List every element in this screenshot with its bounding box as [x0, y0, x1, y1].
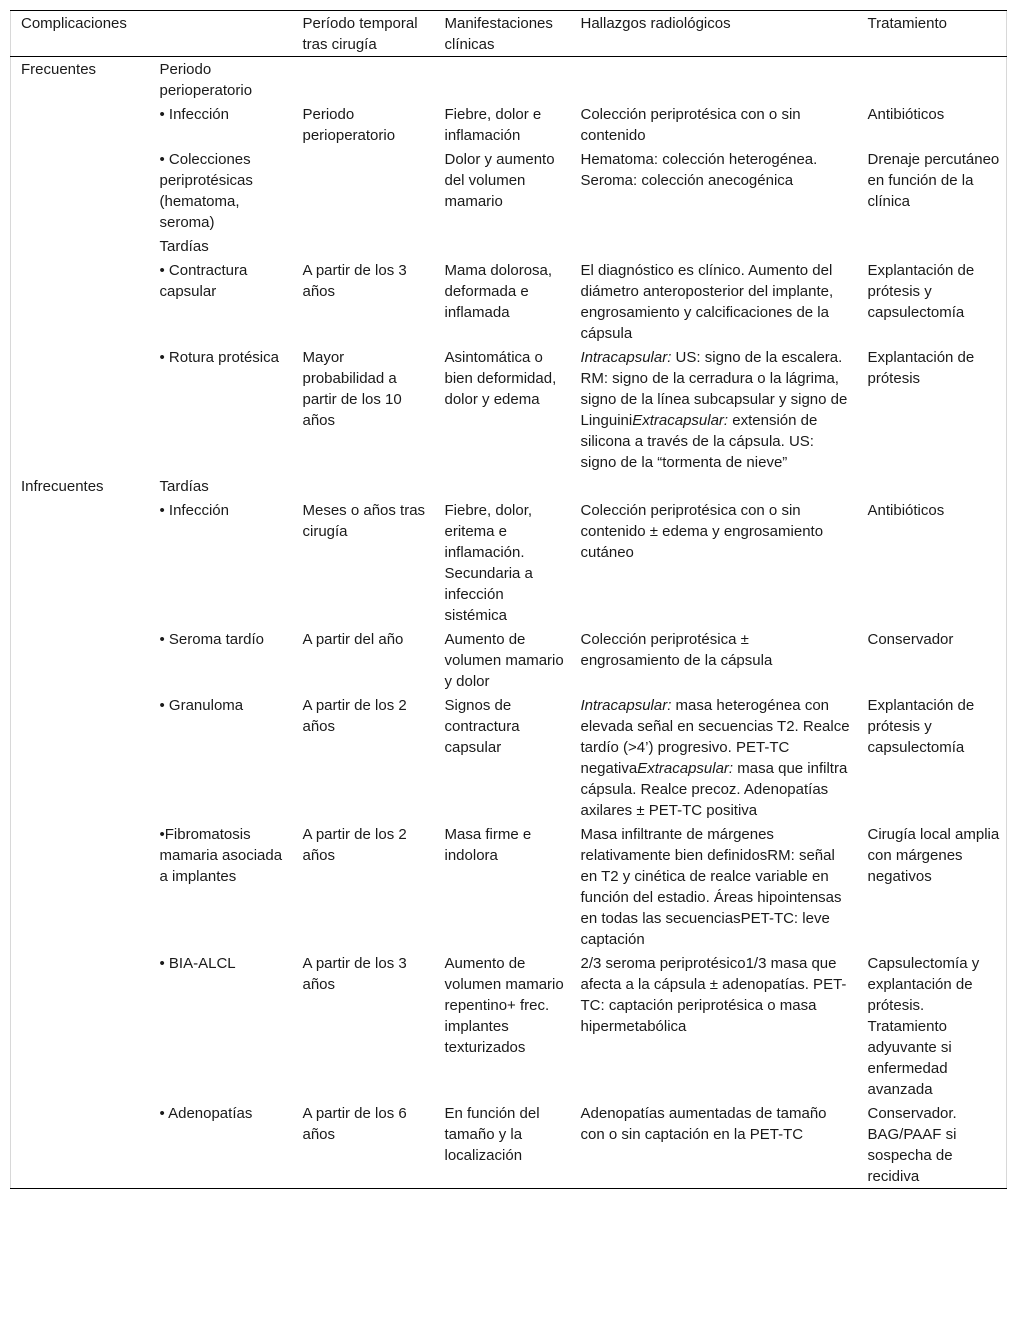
radiology-segment: Intracapsular: — [580, 697, 672, 714]
table-row — [11, 258, 1007, 345]
manifestations-cell: Signos de contractura capsular — [444, 697, 520, 756]
item-cell: Periodo perioperatorio — [159, 61, 253, 99]
period-cell: Meses o años tras cirugía — [302, 502, 426, 540]
treatment-cell — [858, 57, 1007, 103]
radiology-segment: Colección periprotésica con o sin contenido ± edema y engrosamiento cutáneo — [580, 502, 824, 561]
radiology-cell — [571, 822, 858, 951]
radiology-segment: masa que infiltra cápsula. Realce precoz. Adenopatías axilares ± PET-TC positiva — [580, 760, 848, 819]
period-cell: Periodo perioperatorio — [302, 106, 396, 144]
group-cell: Frecuentes — [21, 61, 97, 78]
radiology-segment: US: signo de la escalera. RM: signo de la cerradura o la lágrima, signo de la línea subcapsular y signo de Linguini — [580, 349, 848, 429]
table-row — [11, 951, 1007, 1101]
header-period: Período temporal tras cirugía — [302, 15, 418, 53]
treatment-cell — [858, 234, 1007, 258]
group-cell — [11, 498, 150, 627]
table-row — [11, 627, 1007, 693]
item-cell: • Adenopatías — [159, 1105, 253, 1122]
table-row — [11, 57, 1007, 103]
radiology-cell — [571, 258, 858, 345]
period-cell — [293, 474, 435, 498]
period-cell — [293, 57, 435, 103]
group-cell — [11, 102, 150, 147]
radiology-segment: masa heterogénea con elevada señal en secuencias T2. Realce tardío (>4’) progresivo. PET-TC negativa — [580, 697, 850, 777]
radiology-cell — [571, 474, 858, 498]
period-cell: A partir de los 3 años — [302, 955, 407, 993]
radiology-cell — [571, 951, 858, 1101]
period-cell: A partir de los 3 años — [302, 262, 407, 300]
header-subitem — [150, 11, 293, 57]
item-cell: • Granuloma — [159, 697, 244, 714]
radiology-cell — [571, 1101, 858, 1189]
radiology-cell — [571, 693, 858, 822]
treatment-cell: Antibióticos — [867, 106, 945, 123]
item-cell: • Colecciones periprotésicas (hematoma, seroma) — [159, 151, 253, 231]
group-cell — [11, 822, 150, 951]
table-row — [11, 1101, 1007, 1189]
table-row — [11, 345, 1007, 474]
manifestations-cell: Masa firme e indolora — [444, 826, 532, 864]
table-header — [11, 11, 1007, 57]
item-cell: • Infección — [159, 502, 229, 519]
radiology-segment: Masa infiltrante de márgenes relativamente bien definidosRM: señal en T2 y cinética de realce variable en función del estadio. Áreas hipointensas en todas las secuenciasPET-TC: leve captación — [580, 826, 842, 948]
radiology-segment: Adenopatías aumentadas de tamaño con o sin captación en la PET-TC — [580, 1105, 827, 1143]
treatment-cell: Antibióticos — [867, 502, 945, 519]
radiology-segment: El diagnóstico es clínico. Aumento del diámetro anteroposterior del implante, engrosamiento y calcificaciones de la cápsula — [580, 262, 834, 342]
group-cell — [11, 345, 150, 474]
radiology-segment: Intracapsular: — [580, 349, 672, 366]
header-treatment: Tratamiento — [867, 15, 947, 32]
item-cell: • Contractura capsular — [159, 262, 248, 300]
manifestations-cell: Aumento de volumen mamario y dolor — [444, 631, 564, 690]
item-cell: Tardías — [159, 478, 209, 495]
header-manifestations: Manifestaciones clínicas — [444, 15, 553, 53]
table-row — [11, 234, 1007, 258]
item-cell: • BIA-ALCL — [159, 955, 236, 972]
group-cell — [11, 147, 150, 234]
treatment-cell: Explantación de prótesis — [867, 349, 975, 387]
treatment-cell: Explantación de prótesis y capsulectomía — [867, 697, 975, 756]
table-row — [11, 147, 1007, 234]
treatment-cell: Conservador — [867, 631, 954, 648]
group-cell — [11, 693, 150, 822]
manifestations-cell: Mama dolorosa, deformada e inflamada — [444, 262, 553, 321]
group-cell — [11, 627, 150, 693]
period-cell: A partir de los 2 años — [302, 697, 407, 735]
manifestations-cell: Fiebre, dolor, eritema e inflamación. Secundaria a infección sistémica — [444, 502, 533, 624]
table-row — [11, 474, 1007, 498]
radiology-cell — [571, 345, 858, 474]
radiology-segment: Extracapsular: — [637, 760, 734, 777]
group-cell — [11, 234, 150, 258]
table-row — [11, 498, 1007, 627]
radiology-cell — [571, 627, 858, 693]
header-radiology: Hallazgos radiológicos — [580, 15, 731, 32]
period-cell: A partir de los 6 años — [302, 1105, 407, 1143]
radiology-segment: Extracapsular: — [632, 412, 729, 429]
treatment-cell: Conservador. BAG/PAAF si sospecha de recidiva — [867, 1105, 957, 1185]
manifestations-cell: Aumento de volumen mamario repentino+ frec. implantes texturizados — [444, 955, 564, 1056]
period-cell: Mayor probabilidad a partir de los 10 años — [302, 349, 402, 429]
radiology-cell — [571, 102, 858, 147]
radiology-segment: Colección periprotésica con o sin contenido — [580, 106, 801, 144]
period-cell — [293, 234, 435, 258]
table-body — [11, 57, 1007, 1189]
treatment-cell: Capsulectomía y explantación de prótesis. Tratamiento adyuvante si enfermedad avanzada — [867, 955, 980, 1098]
complications-table — [10, 10, 1007, 1189]
group-cell — [11, 258, 150, 345]
item-cell: • Seroma tardío — [159, 631, 264, 648]
treatment-cell: Drenaje percutáneo en función de la clínica — [867, 151, 1000, 210]
manifestations-cell — [435, 234, 571, 258]
table-row — [11, 822, 1007, 951]
header-row — [11, 11, 1007, 57]
group-cell — [11, 1101, 150, 1189]
item-cell: • Rotura protésica — [159, 349, 279, 366]
group-cell: Infrecuentes — [21, 478, 104, 495]
item-cell: Tardías — [159, 238, 209, 255]
header-complications: Complicaciones — [21, 15, 127, 32]
manifestations-cell: Asintomática o bien deformidad, dolor y edema — [444, 349, 557, 408]
item-cell: • Infección — [159, 106, 229, 123]
period-cell — [293, 147, 435, 234]
radiology-segment: Colección periprotésica ± engrosamiento de la cápsula — [580, 631, 773, 669]
radiology-cell — [571, 57, 858, 103]
table-row — [11, 693, 1007, 822]
treatment-cell: Cirugía local amplia con márgenes negativos — [867, 826, 1000, 885]
manifestations-cell — [435, 57, 571, 103]
radiology-segment: Hematoma: colección heterogénea. Seroma: colección anecogénica — [580, 151, 818, 189]
radiology-segment: 2/3 seroma periprotésico1/3 masa que afecta a la cápsula ± adenopatías. PET-TC: captación periprotésica o masa hipermetabólica — [580, 955, 847, 1035]
item-cell: •Fibromatosis mamaria asociada a implantes — [159, 826, 283, 885]
radiology-cell — [571, 498, 858, 627]
manifestations-cell — [435, 474, 571, 498]
radiology-segment: extensión de silicona a través de la cápsula. US: signo de la “tormenta de nieve” — [580, 412, 818, 471]
treatment-cell — [858, 474, 1007, 498]
treatment-cell: Explantación de prótesis y capsulectomía — [867, 262, 975, 321]
period-cell: A partir del año — [302, 631, 404, 648]
radiology-cell — [571, 147, 858, 234]
manifestations-cell: Fiebre, dolor e inflamación — [444, 106, 542, 144]
group-cell — [11, 951, 150, 1101]
radiology-cell — [571, 234, 858, 258]
manifestations-cell: En función del tamaño y la localización — [444, 1105, 540, 1164]
period-cell: A partir de los 2 años — [302, 826, 407, 864]
table-row — [11, 102, 1007, 147]
manifestations-cell: Dolor y aumento del volumen mamario — [444, 151, 555, 210]
